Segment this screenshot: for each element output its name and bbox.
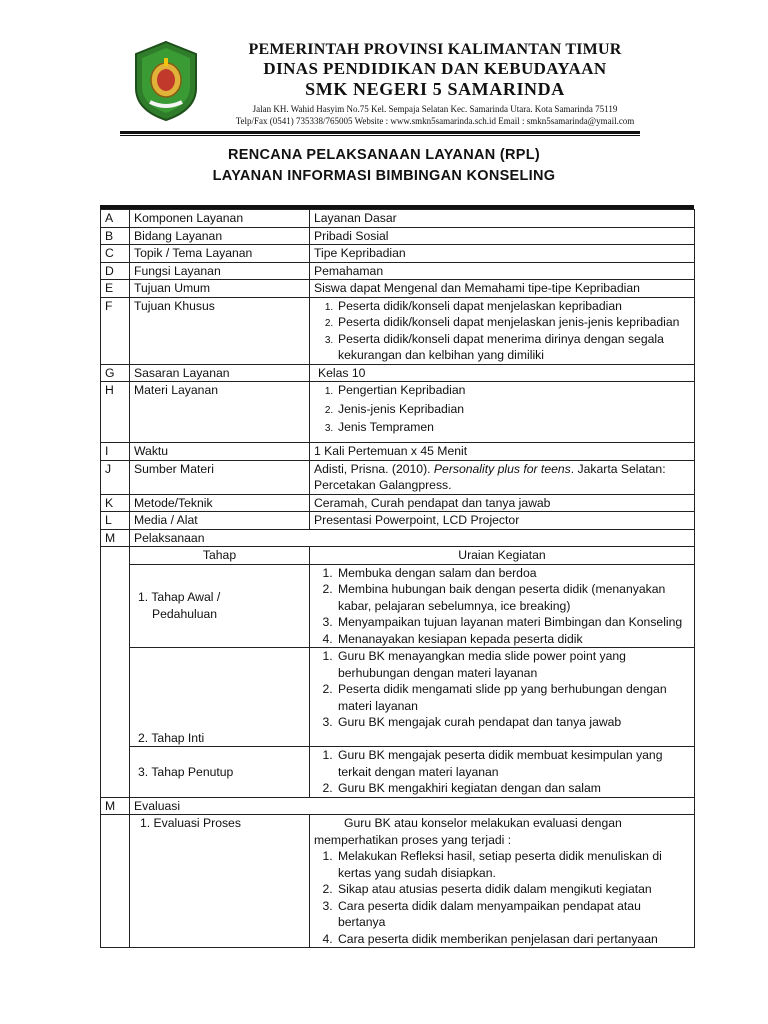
row-value	[310, 297, 695, 364]
table-row	[101, 210, 695, 228]
letterhead-line2: DINAS PENDIDIKAN DAN KEBUDAYAAN	[263, 59, 607, 78]
row-key: L	[101, 512, 130, 530]
tahap-awal-activities	[310, 564, 695, 648]
evaluasi-intro: Guru BK atau konselor melakukan evaluasi dengan memperhatikan proses yang terjadi :	[314, 816, 622, 847]
row-key: E	[101, 280, 130, 298]
list-item: 4. Menanayakan kesiapan kepada peserta didik	[336, 631, 690, 648]
tahap-awal-line2: Pedahuluan	[152, 606, 218, 621]
tahap-inti-label: 2. Tahap Inti	[130, 648, 310, 747]
table-row	[101, 443, 695, 461]
table-row	[101, 747, 695, 798]
table-row	[101, 494, 695, 512]
row-key: K	[101, 494, 130, 512]
source-author: Adisti, Prisna. (2010).	[314, 461, 434, 476]
list-item: 2. Jenis-jenis Kepribadian	[336, 401, 690, 418]
source-publisher: . Jakarta Selatan: Percetakan Galangpress.	[314, 461, 666, 492]
tahap-awal-line1: 1. Tahap Awal /	[138, 590, 221, 605]
list-item: 3. Peserta didik/konseli dapat menerima dirinya dengan segala kekurangan dan kelbihan yang dimiliki	[336, 331, 690, 364]
row-value: Kelas 10	[310, 364, 695, 382]
row-value: Pemahaman	[310, 262, 695, 280]
table-row	[101, 280, 695, 298]
list-item: 2. Sikap atau atusias peserta didik dalam mengikuti kegiatan	[336, 881, 690, 898]
table-row	[101, 648, 695, 747]
letterhead-line3: SMK NEGERI 5 SAMARINDA	[305, 79, 565, 99]
row-label: Tujuan Khusus	[130, 297, 310, 364]
row-label: Media / Alat	[130, 512, 310, 530]
row-label: Topik / Tema Layanan	[130, 245, 310, 263]
tahap-penutup-label: 3. Tahap Penutup	[130, 747, 310, 798]
row-value: Siswa dapat Mengenal dan Memahami tipe-tipe Kepribadian	[310, 280, 695, 298]
list-item: 1. Pengertian Kepribadian	[336, 382, 690, 399]
table-row	[101, 529, 695, 547]
row-value: Presentasi Powerpoint, LCD Projector	[310, 512, 695, 530]
table-row	[101, 797, 695, 815]
row-label: Sumber Materi	[130, 460, 310, 494]
evaluasi-proses-content	[310, 815, 695, 948]
tahap-awal-label	[130, 564, 310, 648]
row-key: B	[101, 227, 130, 245]
row-key: D	[101, 262, 130, 280]
row-label: Sasaran Layanan	[130, 364, 310, 382]
row-key: M	[101, 797, 130, 815]
table-row	[101, 245, 695, 263]
table-row	[101, 262, 695, 280]
tahap-penutup-activities	[310, 747, 695, 798]
letterhead-contact: Telp/Fax (0541) 735338/765005 Website : www.smkn5samarinda.sch.id Email : smkn5samarinda@ymail.com	[235, 116, 635, 126]
table-row	[101, 227, 695, 245]
row-label: Materi Layanan	[130, 382, 310, 443]
table-row	[101, 547, 695, 565]
list-item: 3. Menyampaikan tujuan layanan materi Bimbingan dan Konseling	[336, 614, 690, 631]
list-item: 1. Peserta didik/konseli dapat menjelaskan kepribadian	[336, 298, 690, 315]
row-label: Waktu	[130, 443, 310, 461]
row-value: Ceramah, Curah pendapat dan tanya jawab	[310, 494, 695, 512]
row-label: Metode/Teknik	[130, 494, 310, 512]
provincial-emblem-icon	[130, 40, 202, 122]
row-label: Fungsi Layanan	[130, 262, 310, 280]
table-row	[101, 297, 695, 364]
list-item: 3. Jenis Tempramen	[336, 419, 690, 436]
row-key: G	[101, 364, 130, 382]
list-item: 1. Guru BK mengajak peserta didik membuat kesimpulan yang terkait dengan materi layanan	[336, 747, 690, 780]
list-item: 3. Guru BK mengajak curah pendapat dan tanya jawab	[336, 714, 690, 731]
row-label: Bidang Layanan	[130, 227, 310, 245]
column-header-uraian: Uraian Kegiatan	[310, 547, 695, 565]
row-label: Komponen Layanan	[130, 210, 310, 228]
table-row	[101, 460, 695, 494]
row-label: Tujuan Umum	[130, 280, 310, 298]
table-row	[101, 512, 695, 530]
source-book-title: Personality plus for teens	[433, 461, 571, 476]
letterhead-address: Jalan KH. Wahid Hasyim No.75 Kel. Sempaja Selatan Kec. Samarinda Utara. Kota Samarinda 75119	[252, 104, 618, 114]
row-key: M	[101, 529, 130, 547]
row-value: Layanan Dasar	[310, 210, 695, 228]
row-key: F	[101, 297, 130, 364]
list-item: 4. Cara peserta didik memberikan penjelasan dari pertanyaan	[336, 931, 690, 948]
table-row	[101, 382, 695, 443]
list-item: 1. Guru BK menayangkan media slide power point yang berhubungan dengan materi layanan	[336, 648, 690, 681]
list-item: 3. Cara peserta didik dalam menyampaikan pendapat atau bertanya	[336, 898, 690, 931]
document-title: RENCANA PELAKSANAAN LAYANAN (RPL)	[228, 147, 540, 163]
table-row	[101, 364, 695, 382]
row-value	[310, 460, 695, 494]
letterhead	[0, 0, 768, 140]
row-key: A	[101, 210, 130, 228]
row-key: J	[101, 460, 130, 494]
letterhead-text	[215, 40, 655, 127]
letterhead-line1: PEMERINTAH PROVINSI KALIMANTAN TIMUR	[248, 41, 622, 58]
row-label: Pelaksanaan	[130, 529, 695, 547]
column-header-tahap: Tahap	[130, 547, 310, 565]
row-value: Tipe Kepribadian	[310, 245, 695, 263]
row-value: Pribadi Sosial	[310, 227, 695, 245]
list-item: 2. Peserta didik/konseli dapat menjelaskan jenis-jenis kepribadian	[336, 314, 690, 331]
list-item: 2. Membina hubungan baik dengan peserta didik (menanyakan kabar, pelajaran sebelumnya, ice breaking)	[336, 581, 690, 614]
letterhead-rule-thin	[120, 135, 640, 136]
letterhead-rule-thick	[120, 131, 640, 134]
list-item: 2. Guru BK mengakhiri kegiatan dengan dan salam	[336, 780, 690, 797]
table-row	[101, 564, 695, 648]
row-key: H	[101, 382, 130, 443]
evaluasi-proses-label: 1. Evaluasi Proses	[130, 815, 310, 948]
row-key: C	[101, 245, 130, 263]
tahap-inti-activities	[310, 648, 695, 747]
list-item: 1. Melakukan Refleksi hasil, setiap peserta didik menuliskan di kertas yang sudah disiapkan.	[336, 848, 690, 881]
row-label: Evaluasi	[130, 797, 695, 815]
row-value: 1 Kali Pertemuan x 45 Menit	[310, 443, 695, 461]
rpl-table	[100, 209, 695, 948]
table-row	[101, 815, 695, 948]
list-item: 2. Peserta didik mengamati slide pp yang berhubungan dengan materi layanan	[336, 681, 690, 714]
document-subtitle: LAYANAN INFORMASI BIMBINGAN KONSELING	[212, 168, 556, 184]
row-value	[310, 382, 695, 443]
list-item: 1. Membuka dengan salam dan berdoa	[336, 565, 690, 582]
row-key: I	[101, 443, 130, 461]
